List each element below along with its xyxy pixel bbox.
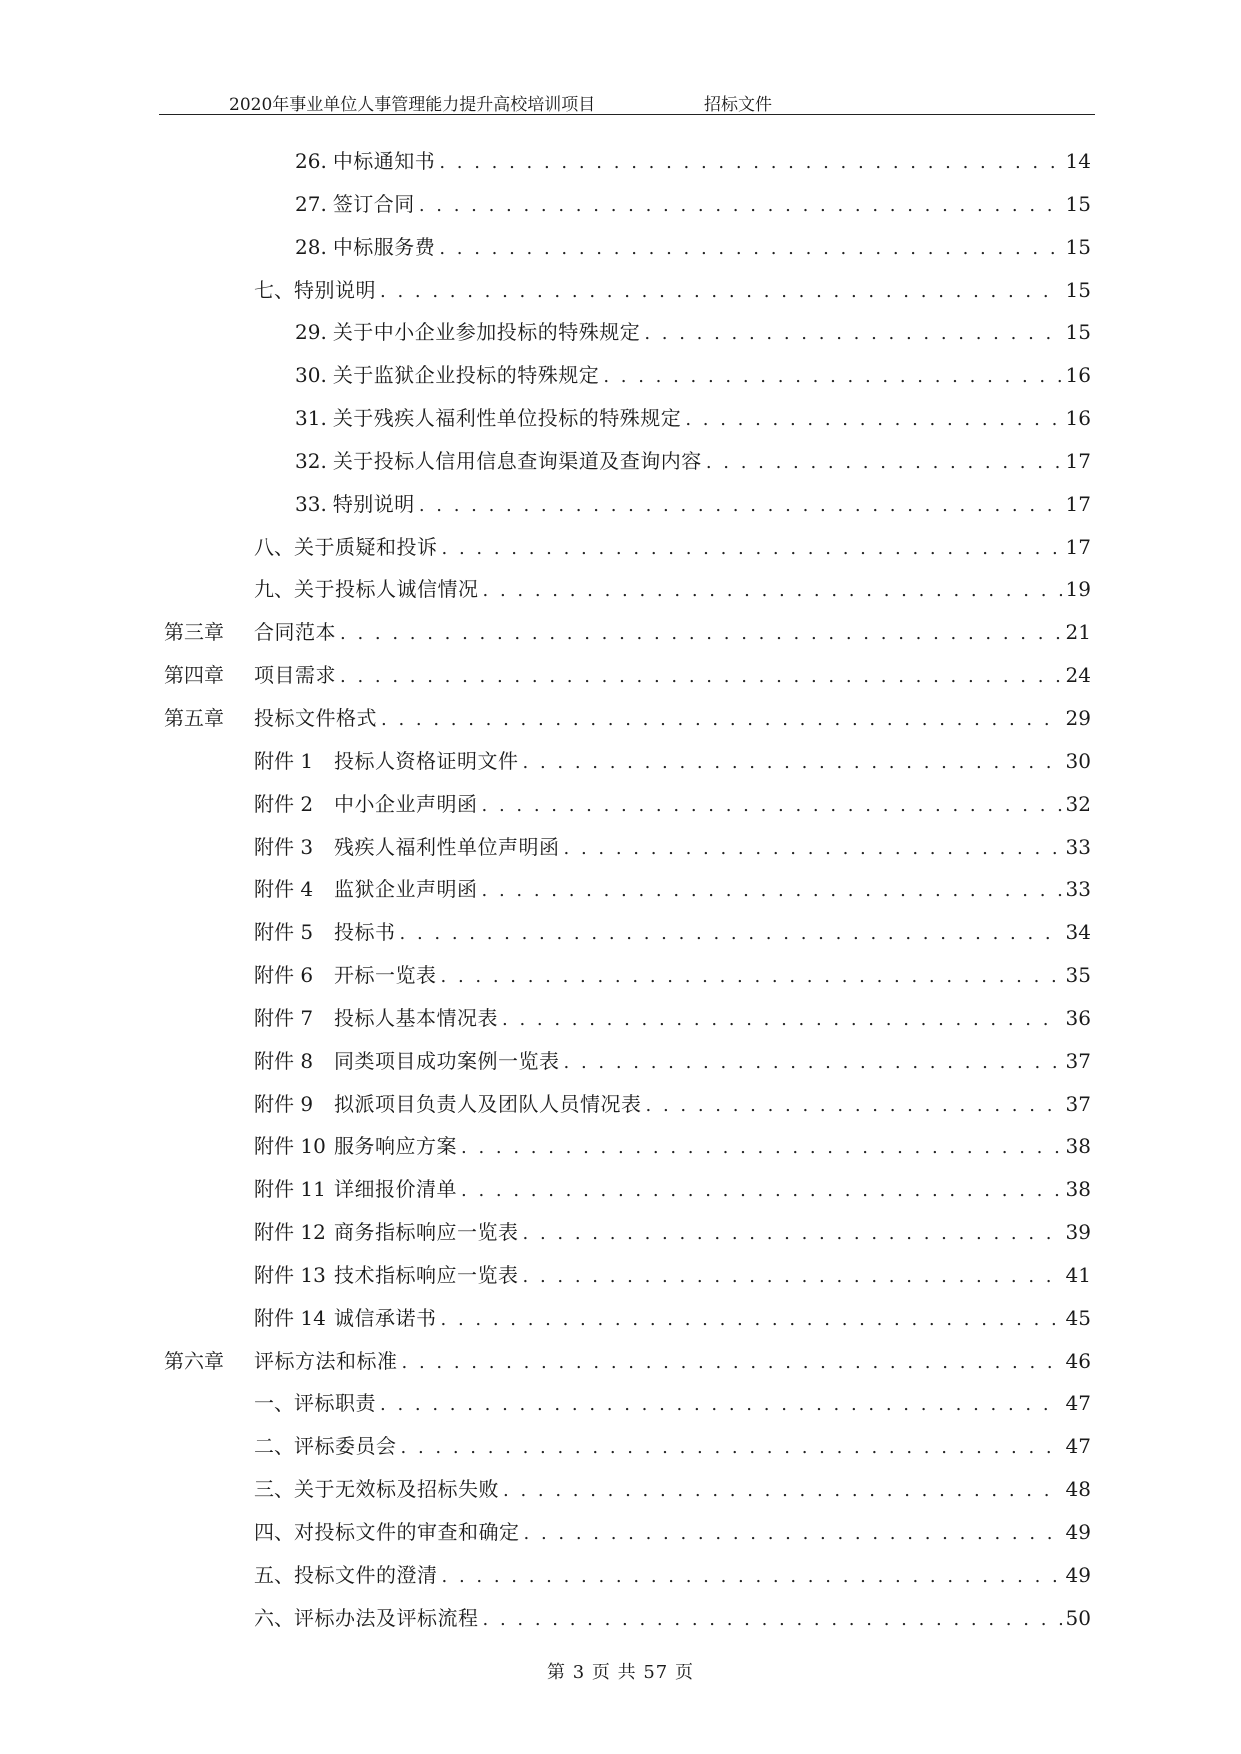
toc-entry-title: 评标方法和标准 — [254, 1348, 398, 1373]
toc-entry-title: 签订合同 — [332, 191, 415, 216]
toc-entry[interactable] — [0, 1517, 1241, 1560]
toc-entry[interactable] — [0, 574, 1241, 617]
toc-entry[interactable] — [0, 703, 1241, 746]
toc-entry-number: 第六章 — [164, 1348, 224, 1373]
toc-entry-title: 技术指标响应一览表 — [334, 1262, 519, 1287]
toc-entry-page: 24 — [1065, 663, 1091, 688]
toc-entry-number: 33. — [295, 491, 327, 516]
toc-dot-leader — [380, 1390, 1062, 1420]
toc-dot-leader — [644, 319, 1061, 349]
toc-entry-number: 28. — [295, 234, 327, 259]
toc-entry-page: 32 — [1065, 791, 1091, 816]
toc-entry[interactable] — [0, 917, 1241, 960]
toc-entry-number: 附件 5 — [254, 920, 314, 945]
toc-entry[interactable] — [0, 146, 1241, 189]
toc-entry-number: 附件 14 — [254, 1305, 326, 1330]
toc-entry-title: 投标文件的澄清 — [294, 1562, 438, 1587]
toc-entry-title: 商务指标响应一览表 — [334, 1220, 519, 1245]
header-doc-type: 招标文件 — [704, 95, 772, 115]
toc-dot-leader — [706, 448, 1062, 478]
toc-entry-page: 33 — [1065, 834, 1091, 859]
toc-entry-title: 关于投标人诚信情况 — [294, 577, 479, 602]
toc-entry-title: 项目需求 — [254, 663, 336, 688]
toc-entry-number: 附件 13 — [254, 1262, 326, 1287]
toc-entry-page: 47 — [1065, 1391, 1091, 1416]
toc-dot-leader — [523, 1262, 1062, 1292]
toc-entry[interactable] — [0, 1388, 1241, 1431]
toc-entry-title: 对投标文件的审查和确定 — [294, 1520, 520, 1544]
toc-entry[interactable] — [0, 660, 1241, 703]
toc-entry-number: 第五章 — [164, 705, 224, 730]
toc-entry-page: 46 — [1065, 1348, 1091, 1373]
toc-entry-page: 36 — [1065, 1005, 1091, 1030]
toc-entry-page: 17 — [1065, 534, 1091, 559]
toc-entry-number: 附件 11 — [254, 1177, 326, 1202]
toc-entry-page: 35 — [1065, 963, 1091, 988]
toc-dot-leader — [502, 1005, 1062, 1035]
toc-entry[interactable] — [0, 1431, 1241, 1474]
toc-dot-leader — [503, 1476, 1062, 1506]
toc-entry-page: 15 — [1065, 234, 1091, 259]
toc-entry-number: 三、 — [254, 1477, 294, 1502]
toc-entry-title: 残疾人福利性单位声明函 — [334, 834, 560, 859]
toc-entry-title: 中小企业声明函 — [334, 791, 478, 816]
toc-entry[interactable] — [0, 1346, 1241, 1389]
toc-entry-number: 附件 8 — [254, 1048, 314, 1073]
toc-entry[interactable] — [0, 1260, 1241, 1303]
toc-entry-page: 17 — [1065, 491, 1091, 516]
toc-entry-title: 开标一览表 — [334, 963, 437, 988]
toc-entry-number: 八、 — [254, 534, 294, 559]
toc-entry-title: 合同范本 — [254, 620, 336, 645]
toc-entry-title: 评标委员会 — [294, 1434, 397, 1459]
toc-entry-number: 30. — [295, 363, 327, 388]
toc-dot-leader — [340, 662, 1062, 692]
toc-entry-number: 附件 7 — [254, 1005, 314, 1030]
toc-dot-leader — [441, 1305, 1062, 1335]
toc-entry[interactable] — [0, 275, 1241, 318]
toc-entry-page: 15 — [1065, 277, 1091, 302]
toc-dot-leader — [340, 619, 1062, 649]
toc-entry-title: 关于质疑和投诉 — [294, 534, 438, 559]
toc-entry-number: 一、 — [254, 1391, 294, 1416]
toc-entry[interactable] — [0, 1131, 1241, 1174]
toc-entry-title: 特别说明 — [294, 277, 376, 302]
toc-dot-leader — [524, 1519, 1062, 1549]
toc-dot-leader — [523, 748, 1062, 778]
toc-entry-page: 37 — [1065, 1048, 1091, 1073]
toc-entry[interactable] — [0, 489, 1241, 532]
toc-entry[interactable] — [0, 832, 1241, 875]
toc-entry-title: 诚信承诺书 — [334, 1305, 437, 1330]
toc-entry-page: 38 — [1065, 1177, 1091, 1202]
toc-entry-title: 投标文件格式 — [254, 705, 377, 730]
toc-entry-page: 49 — [1065, 1520, 1091, 1544]
toc-dot-leader — [442, 1562, 1062, 1592]
toc-dot-leader — [483, 1605, 1062, 1635]
toc-entry-number: 四、 — [254, 1520, 294, 1544]
toc-entry-number: 二、 — [254, 1434, 294, 1459]
toc-entry[interactable] — [0, 360, 1241, 403]
toc-entry[interactable] — [0, 403, 1241, 446]
toc-entry-number: 附件 2 — [254, 791, 314, 816]
toc-entry-number: 第三章 — [164, 620, 224, 645]
toc-entry-page: 48 — [1065, 1477, 1091, 1502]
toc-entry[interactable] — [0, 960, 1241, 1003]
toc-entry-title: 详细报价清单 — [334, 1177, 457, 1202]
toc-dot-leader — [564, 1048, 1062, 1078]
page-footer: 第 3 页 共 57 页 — [547, 1662, 694, 1683]
toc-entry[interactable] — [0, 874, 1241, 917]
toc-dot-leader — [419, 491, 1062, 521]
toc-dot-leader — [685, 405, 1061, 435]
toc-entry-number: 附件 10 — [254, 1134, 326, 1159]
toc-dot-leader — [402, 1348, 1062, 1378]
toc-dot-leader — [419, 191, 1062, 221]
toc-entry[interactable] — [0, 617, 1241, 660]
toc-entry-title: 同类项目成功案例一览表 — [334, 1048, 560, 1073]
toc-dot-leader — [381, 705, 1062, 735]
toc-entry-number: 附件 1 — [254, 748, 314, 773]
toc-dot-leader — [442, 534, 1062, 564]
toc-entry-number: 第四章 — [164, 663, 224, 688]
toc-entry-title: 中标服务费 — [332, 234, 436, 259]
toc-dot-leader — [564, 834, 1062, 864]
toc-entry-number: 附件 3 — [254, 834, 314, 859]
toc-entry-number: 32. — [295, 448, 327, 473]
toc-entry-number: 附件 4 — [254, 877, 314, 902]
toc-entry-page: 15 — [1065, 320, 1091, 345]
toc-dot-leader — [380, 277, 1062, 307]
toc-entry[interactable] — [0, 317, 1241, 360]
toc-entry-page: 41 — [1065, 1262, 1091, 1287]
toc-entry-page: 50 — [1065, 1605, 1091, 1630]
toc-entry[interactable] — [0, 1217, 1241, 1260]
toc-entry-page: 39 — [1065, 1220, 1091, 1245]
toc-entry-number: 六、 — [254, 1605, 294, 1630]
toc-entry-title: 投标人资格证明文件 — [334, 748, 519, 773]
toc-entry-number: 附件 9 — [254, 1091, 314, 1116]
toc-dot-leader — [400, 919, 1062, 949]
table-of-contents — [0, 146, 1241, 1646]
toc-entry-page: 16 — [1065, 363, 1091, 388]
toc-dot-leader — [401, 1433, 1062, 1463]
toc-dot-leader — [441, 962, 1062, 992]
toc-entry-number: 附件 6 — [254, 963, 314, 988]
toc-dot-leader — [523, 1219, 1062, 1249]
toc-entry-page: 30 — [1065, 748, 1091, 773]
toc-dot-leader — [646, 1091, 1062, 1121]
toc-dot-leader — [439, 234, 1061, 264]
toc-entry-number: 26. — [295, 149, 327, 173]
toc-entry-page: 29 — [1065, 705, 1091, 730]
toc-entry-title: 投标书 — [334, 920, 396, 945]
toc-entry[interactable] — [0, 1003, 1241, 1046]
page-header — [159, 88, 1095, 115]
toc-entry-title: 评标办法及评标流程 — [294, 1605, 479, 1630]
toc-entry-page: 17 — [1065, 448, 1091, 473]
toc-entry-number: 九、 — [254, 577, 294, 602]
toc-entry-title: 关于无效标及招标失败 — [294, 1477, 499, 1502]
toc-entry-page: 34 — [1065, 920, 1091, 945]
toc-entry-page: 37 — [1065, 1091, 1091, 1116]
toc-entry[interactable] — [0, 1174, 1241, 1217]
toc-entry-title: 服务响应方案 — [334, 1134, 457, 1159]
toc-entry-number: 29. — [295, 320, 327, 345]
toc-dot-leader — [439, 148, 1061, 178]
header-project-title: 2020年事业单位人事管理能力提升高校培训项目 — [229, 95, 596, 115]
toc-entry-title: 特别说明 — [332, 491, 415, 516]
toc-entry-title: 关于中小企业参加投标的特殊规定 — [332, 320, 641, 345]
toc-entry[interactable] — [0, 1089, 1241, 1132]
toc-entry-number: 27. — [295, 191, 327, 216]
toc-entry-title: 关于监狱企业投标的特殊规定 — [332, 363, 600, 388]
toc-entry[interactable] — [0, 789, 1241, 832]
toc-entry-title: 投标人基本情况表 — [334, 1005, 498, 1030]
toc-entry-title: 关于残疾人福利性单位投标的特殊规定 — [332, 406, 682, 431]
toc-entry-page: 33 — [1065, 877, 1091, 902]
toc-entry-page: 19 — [1065, 577, 1091, 602]
toc-entry[interactable] — [0, 1303, 1241, 1346]
toc-entry[interactable] — [0, 1603, 1241, 1646]
toc-entry-title: 中标通知书 — [332, 149, 436, 173]
toc-entry-title: 评标职责 — [294, 1391, 376, 1416]
toc-entry-page: 45 — [1065, 1305, 1091, 1330]
toc-dot-leader — [461, 1133, 1062, 1163]
toc-entry-number: 五、 — [254, 1562, 294, 1587]
toc-entry-page: 47 — [1065, 1434, 1091, 1459]
toc-entry-title: 监狱企业声明函 — [334, 877, 478, 902]
toc-entry-page: 15 — [1065, 191, 1091, 216]
toc-entry[interactable] — [0, 532, 1241, 575]
toc-entry-page: 49 — [1065, 1562, 1091, 1587]
toc-entry[interactable] — [0, 446, 1241, 489]
toc-entry-page: 38 — [1065, 1134, 1091, 1159]
toc-entry[interactable] — [0, 1046, 1241, 1089]
toc-entry[interactable] — [0, 189, 1241, 232]
toc-entry-page: 14 — [1065, 149, 1091, 173]
toc-entry-title: 拟派项目负责人及团队人员情况表 — [334, 1091, 642, 1116]
toc-entry-page: 21 — [1065, 620, 1091, 645]
toc-entry[interactable] — [0, 232, 1241, 275]
toc-entry[interactable] — [0, 1474, 1241, 1517]
toc-entry-title: 关于投标人信用信息查询渠道及查询内容 — [332, 448, 702, 473]
toc-entry-number: 七、 — [254, 277, 294, 302]
toc-entry-number: 附件 12 — [254, 1220, 326, 1245]
toc-dot-leader — [603, 362, 1061, 392]
toc-entry-number: 31. — [295, 406, 327, 431]
toc-entry[interactable] — [0, 1560, 1241, 1603]
toc-entry-page: 16 — [1065, 406, 1091, 431]
toc-dot-leader — [483, 576, 1062, 606]
toc-dot-leader — [482, 876, 1062, 906]
toc-dot-leader — [482, 791, 1062, 821]
toc-entry[interactable] — [0, 746, 1241, 789]
toc-dot-leader — [461, 1176, 1062, 1206]
